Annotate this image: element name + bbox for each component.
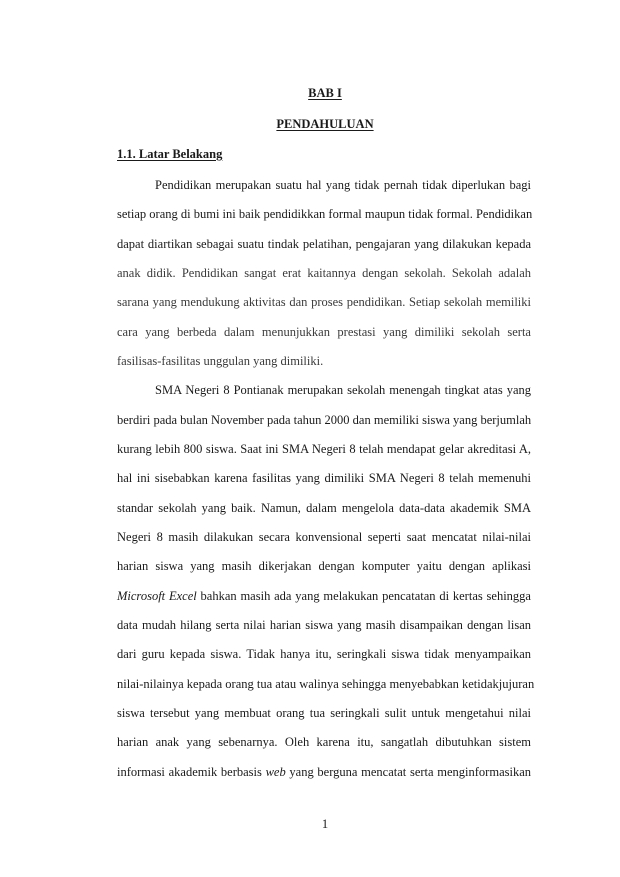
paragraph2-line: SMA Negeri 8 Pontianak merupakan sekolah menengah tingkat atas yang <box>155 383 531 397</box>
italic-term: Microsoft Excel <box>117 589 197 603</box>
paragraph2-line: harian siswa yang masih dikerjakan dengan komputer yaitu dengan aplikasi <box>117 559 531 573</box>
paragraph2-line: kurang lebih 800 siswa. Saat ini SMA Negeri 8 telah mendapat gelar akreditasi A, <box>117 442 531 456</box>
line-text: yang berguna mencatat serta menginformasikan <box>285 765 531 779</box>
paragraph2-line <box>117 764 531 780</box>
paragraph1-line: sarana yang mendukung aktivitas dan proses pendidikan. Setiap sekolah memiliki <box>117 295 531 309</box>
paragraph2-line: dari guru kepada siswa. Tidak hanya itu, seringkali siswa tidak menyampaikan <box>117 647 531 661</box>
paragraph2-line <box>117 588 531 604</box>
paragraph1-line: cara yang berbeda dalam menunjukkan prestasi yang dimiliki sekolah serta <box>117 325 531 339</box>
paragraph1-line: setiap orang di bumi ini baik pendidikkan formal maupun tidak formal. Pendidikan <box>117 207 533 221</box>
paragraph2-line: siswa tersebut yang membuat orang tua seringkali sulit untuk mengetahui nilai <box>117 706 531 720</box>
paragraph1-line: Pendidikan merupakan suatu hal yang tidak pernah tidak diperlukan bagi <box>155 178 531 192</box>
italic-term: web <box>265 765 286 779</box>
paragraph1-line: anak didik. Pendidikan sangat erat kaitannya dengan sekolah. Sekolah adalah <box>117 266 531 280</box>
paragraph1-line: dapat diartikan sebagai suatu tindak pelatihan, pengajaran yang dilakukan kepada <box>117 237 531 251</box>
chapter-title: PENDAHULUAN <box>276 117 374 131</box>
paragraph1-line: fasilisas-fasilitas unggulan yang dimiliki. <box>117 354 324 368</box>
line-text: informasi akademik berbasis <box>117 765 266 779</box>
paragraph2-line: harian anak yang sebenarnya. Oleh karena itu, sangatlah dibutuhkan sistem <box>117 735 531 749</box>
paragraph2-line: nilai-nilainya kepada orang tua atau walinya sehingga menyebabkan ketidakjujuran <box>117 677 535 691</box>
paragraph2-line: Negeri 8 masih dilakukan secara konvensional seperti saat mencatat nilai-nilai <box>117 530 531 544</box>
line-text: bahkan masih ada yang melakukan pencatatan di kertas sehingga <box>196 589 531 603</box>
paragraph2-line: data mudah hilang serta nilai harian siswa yang masih disampaikan dengan lisan <box>117 618 531 632</box>
paragraph2-line: hal ini sisebabkan karena fasilitas yang dimiliki SMA Negeri 8 telah memenuhi <box>117 471 531 485</box>
chapter-label: BAB I <box>308 86 342 100</box>
paragraph2-line: berdiri pada bulan November pada tahun 2000 dan memiliki siswa yang berjumlah <box>117 413 532 427</box>
page-number: 1 <box>321 817 329 831</box>
paragraph2-line: standar sekolah yang baik. Namun, dalam mengelola data-data akademik SMA <box>117 501 531 515</box>
section-heading: 1.1. Latar Belakang <box>117 147 223 161</box>
